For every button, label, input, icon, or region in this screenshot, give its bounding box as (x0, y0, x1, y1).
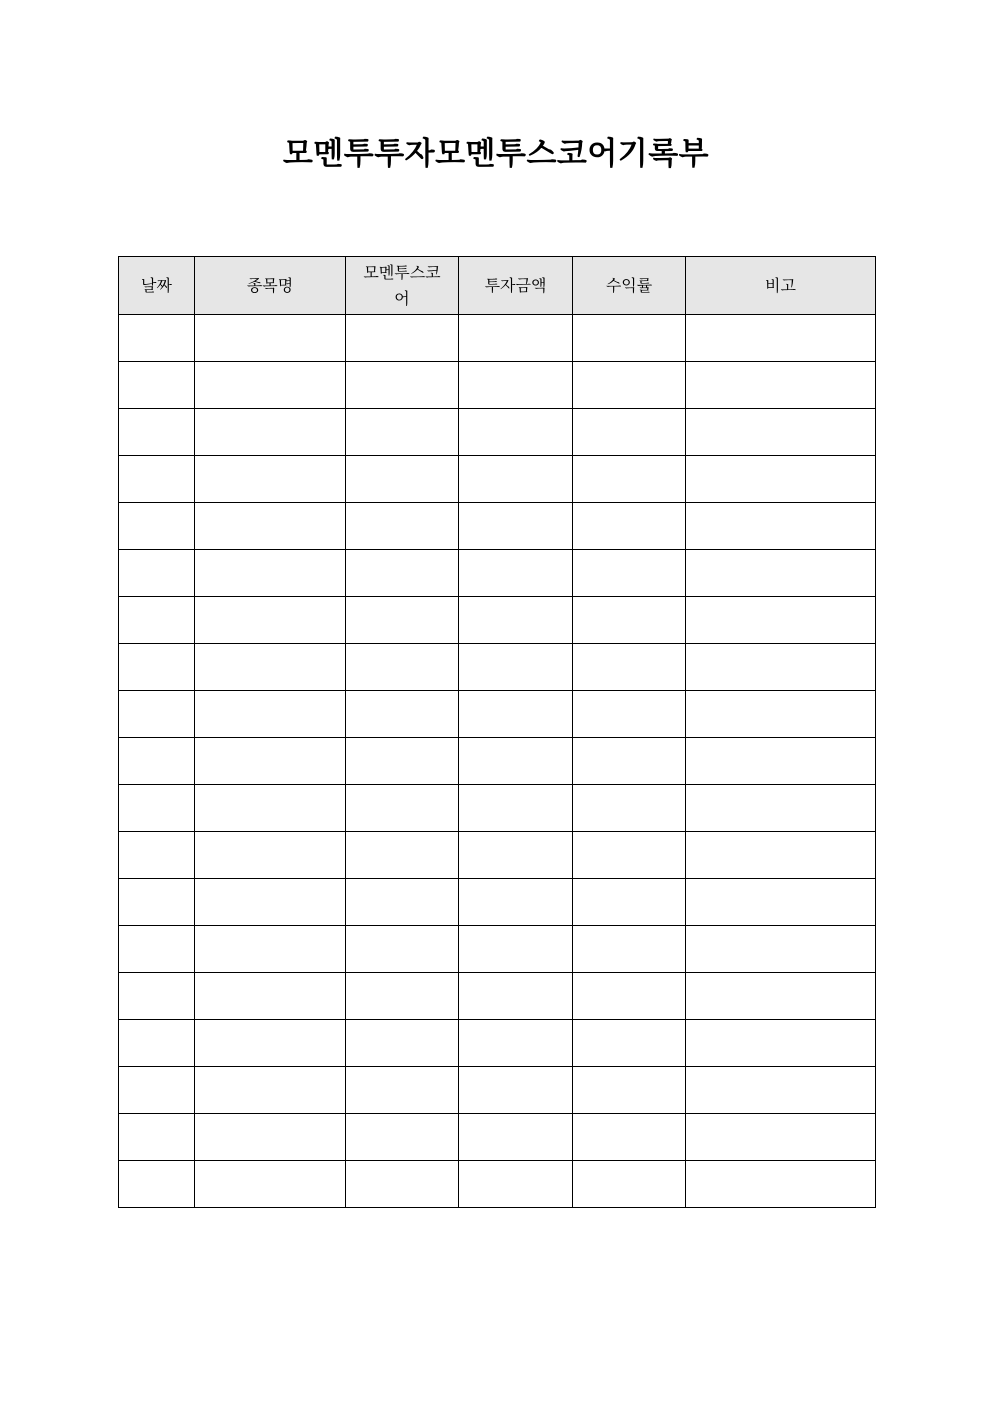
cell-return-rate[interactable] (573, 926, 686, 973)
cell-investment-amount[interactable] (459, 691, 573, 738)
cell-return-rate[interactable] (573, 832, 686, 879)
cell-stock-name[interactable] (195, 691, 346, 738)
cell-date[interactable] (119, 550, 195, 597)
cell-investment-amount[interactable] (459, 973, 573, 1020)
header-date: 날짜 (119, 257, 195, 315)
cell-return-rate[interactable] (573, 879, 686, 926)
cell-date[interactable] (119, 503, 195, 550)
cell-return-rate[interactable] (573, 1161, 686, 1208)
cell-date[interactable] (119, 879, 195, 926)
cell-momentum-score[interactable] (346, 832, 459, 879)
cell-momentum-score[interactable] (346, 409, 459, 456)
cell-investment-amount[interactable] (459, 597, 573, 644)
cell-momentum-score[interactable] (346, 926, 459, 973)
table-row (119, 550, 876, 597)
cell-return-rate[interactable] (573, 409, 686, 456)
cell-note[interactable] (686, 691, 876, 738)
table-row (119, 1114, 876, 1161)
cell-investment-amount[interactable] (459, 644, 573, 691)
cell-investment-amount[interactable] (459, 1020, 573, 1067)
cell-date[interactable] (119, 1067, 195, 1114)
cell-momentum-score[interactable] (346, 362, 459, 409)
cell-date[interactable] (119, 1114, 195, 1161)
cell-note[interactable] (686, 879, 876, 926)
header-investment-amount: 투자금액 (459, 257, 573, 315)
table-row (119, 362, 876, 409)
header-return-rate: 수익률 (573, 257, 686, 315)
cell-date[interactable] (119, 926, 195, 973)
cell-investment-amount[interactable] (459, 738, 573, 785)
cell-momentum-score[interactable] (346, 456, 459, 503)
cell-return-rate[interactable] (573, 738, 686, 785)
cell-stock-name[interactable] (195, 597, 346, 644)
cell-date[interactable] (119, 362, 195, 409)
header-momentum-score (346, 257, 459, 315)
cell-momentum-score[interactable] (346, 1114, 459, 1161)
cell-date[interactable] (119, 315, 195, 362)
cell-stock-name[interactable] (195, 644, 346, 691)
table-row (119, 738, 876, 785)
cell-stock-name[interactable] (195, 926, 346, 973)
table-row (119, 926, 876, 973)
cell-investment-amount[interactable] (459, 1114, 573, 1161)
cell-investment-amount[interactable] (459, 926, 573, 973)
cell-stock-name[interactable] (195, 409, 346, 456)
cell-note[interactable] (686, 1020, 876, 1067)
cell-stock-name[interactable] (195, 973, 346, 1020)
cell-return-rate[interactable] (573, 691, 686, 738)
cell-investment-amount[interactable] (459, 503, 573, 550)
cell-investment-amount[interactable] (459, 879, 573, 926)
cell-note[interactable] (686, 409, 876, 456)
cell-stock-name[interactable] (195, 738, 346, 785)
cell-date[interactable] (119, 644, 195, 691)
table-row (119, 644, 876, 691)
cell-investment-amount[interactable] (459, 1161, 573, 1208)
cell-note[interactable] (686, 315, 876, 362)
cell-note[interactable] (686, 456, 876, 503)
cell-stock-name[interactable] (195, 1020, 346, 1067)
table-row (119, 1161, 876, 1208)
cell-stock-name[interactable] (195, 1161, 346, 1208)
cell-date[interactable] (119, 973, 195, 1020)
cell-stock-name[interactable] (195, 832, 346, 879)
cell-momentum-score[interactable] (346, 503, 459, 550)
cell-note[interactable] (686, 550, 876, 597)
cell-note[interactable] (686, 832, 876, 879)
cell-stock-name[interactable] (195, 1067, 346, 1114)
cell-return-rate[interactable] (573, 550, 686, 597)
table-row (119, 503, 876, 550)
table-row (119, 832, 876, 879)
cell-stock-name[interactable] (195, 315, 346, 362)
cell-stock-name[interactable] (195, 503, 346, 550)
cell-investment-amount[interactable] (459, 362, 573, 409)
cell-momentum-score[interactable] (346, 644, 459, 691)
cell-date[interactable] (119, 456, 195, 503)
header-momentum-score-label: 모멘투스코어 (363, 262, 441, 308)
table-row (119, 691, 876, 738)
cell-momentum-score[interactable] (346, 315, 459, 362)
cell-investment-amount[interactable] (459, 409, 573, 456)
cell-return-rate[interactable] (573, 503, 686, 550)
cell-note[interactable] (686, 926, 876, 973)
cell-return-rate[interactable] (573, 456, 686, 503)
cell-note[interactable] (686, 597, 876, 644)
table-row (119, 315, 876, 362)
cell-momentum-score[interactable] (346, 691, 459, 738)
table-row (119, 879, 876, 926)
cell-return-rate[interactable] (573, 1114, 686, 1161)
cell-stock-name[interactable] (195, 785, 346, 832)
cell-return-rate[interactable] (573, 597, 686, 644)
cell-return-rate[interactable] (573, 644, 686, 691)
cell-return-rate[interactable] (573, 1020, 686, 1067)
table-row (119, 1067, 876, 1114)
cell-note[interactable] (686, 785, 876, 832)
cell-return-rate[interactable] (573, 315, 686, 362)
cell-note[interactable] (686, 644, 876, 691)
cell-momentum-score[interactable] (346, 879, 459, 926)
cell-note[interactable] (686, 1114, 876, 1161)
cell-return-rate[interactable] (573, 362, 686, 409)
cell-stock-name[interactable] (195, 456, 346, 503)
cell-investment-amount[interactable] (459, 456, 573, 503)
cell-note[interactable] (686, 362, 876, 409)
cell-date[interactable] (119, 738, 195, 785)
cell-date[interactable] (119, 1161, 195, 1208)
cell-investment-amount[interactable] (459, 785, 573, 832)
cell-note[interactable] (686, 973, 876, 1020)
cell-momentum-score[interactable] (346, 550, 459, 597)
cell-momentum-score[interactable] (346, 1067, 459, 1114)
cell-return-rate[interactable] (573, 1067, 686, 1114)
cell-stock-name[interactable] (195, 1114, 346, 1161)
cell-date[interactable] (119, 409, 195, 456)
cell-date[interactable] (119, 691, 195, 738)
table-row (119, 456, 876, 503)
cell-return-rate[interactable] (573, 973, 686, 1020)
cell-momentum-score[interactable] (346, 973, 459, 1020)
cell-investment-amount[interactable] (459, 1067, 573, 1114)
cell-momentum-score[interactable] (346, 738, 459, 785)
cell-momentum-score[interactable] (346, 785, 459, 832)
cell-momentum-score[interactable] (346, 1161, 459, 1208)
cell-date[interactable] (119, 597, 195, 644)
cell-note[interactable] (686, 1161, 876, 1208)
table-row (119, 597, 876, 644)
cell-date[interactable] (119, 1020, 195, 1067)
table-row (119, 1020, 876, 1067)
cell-investment-amount[interactable] (459, 315, 573, 362)
cell-stock-name[interactable] (195, 550, 346, 597)
cell-investment-amount[interactable] (459, 832, 573, 879)
cell-stock-name[interactable] (195, 879, 346, 926)
cell-date[interactable] (119, 785, 195, 832)
cell-return-rate[interactable] (573, 785, 686, 832)
table-body (119, 315, 876, 1208)
page-title: 모멘투투자모멘투스코어기록부 (282, 136, 710, 172)
record-table (118, 256, 876, 1208)
cell-momentum-score[interactable] (346, 597, 459, 644)
header-note: 비고 (686, 257, 876, 315)
cell-note[interactable] (686, 1067, 876, 1114)
cell-date[interactable] (119, 832, 195, 879)
table-row (119, 785, 876, 832)
table-header-row (119, 257, 876, 315)
table-row (119, 409, 876, 456)
cell-note[interactable] (686, 503, 876, 550)
header-stock-name: 종목명 (195, 257, 346, 315)
cell-note[interactable] (686, 738, 876, 785)
cell-investment-amount[interactable] (459, 550, 573, 597)
cell-stock-name[interactable] (195, 362, 346, 409)
table-row (119, 973, 876, 1020)
cell-momentum-score[interactable] (346, 1020, 459, 1067)
